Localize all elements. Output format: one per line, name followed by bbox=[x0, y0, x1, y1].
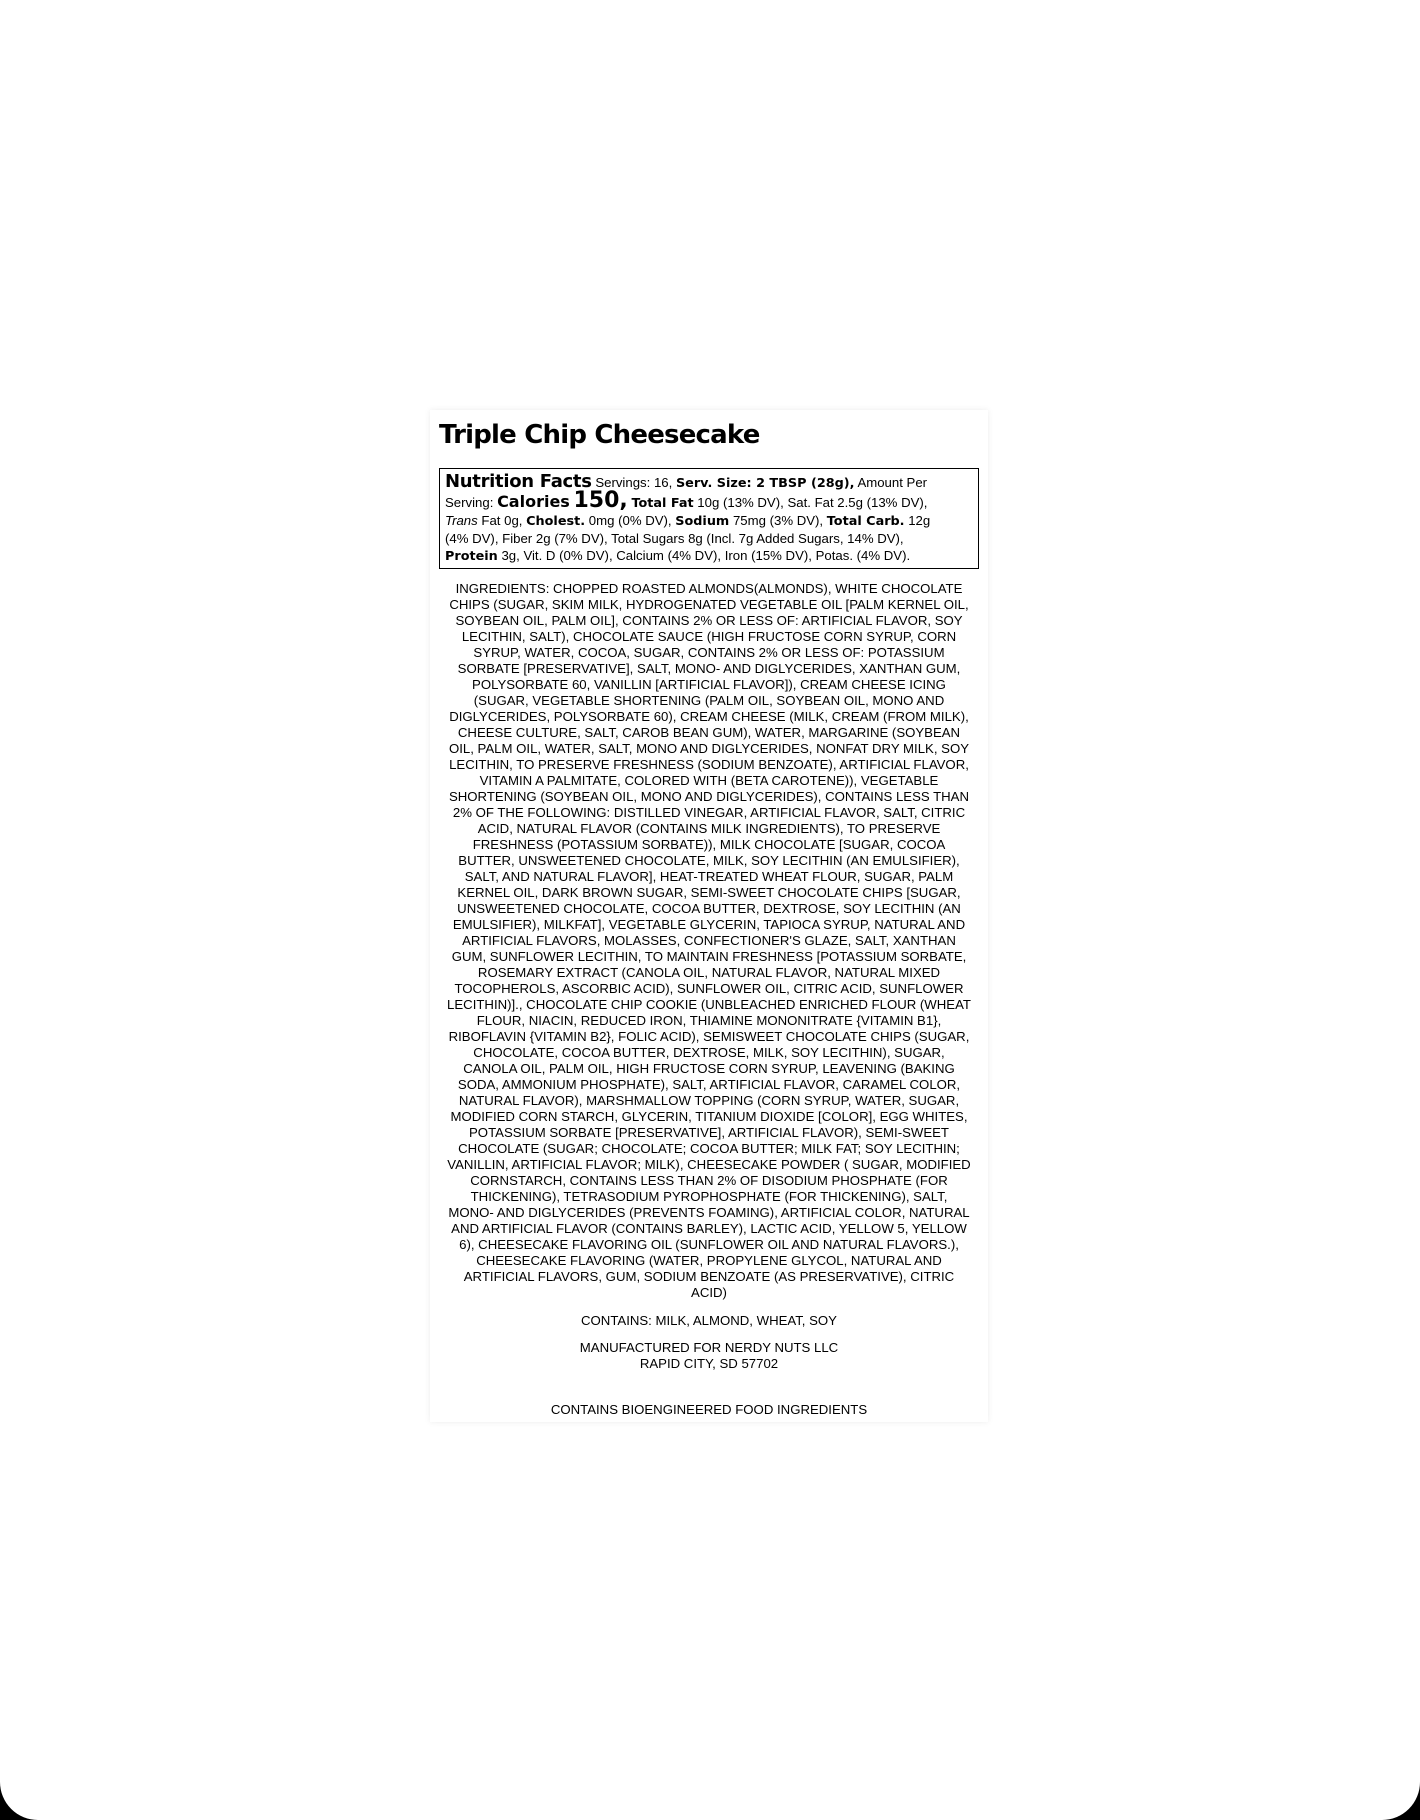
sodium-value: 75mg (3% DV), bbox=[732, 513, 824, 528]
ingredient-line: CHOCOLATE (SUGAR; CHOCOLATE; COCOA BUTTER; MILK FAT; SOY LECITHIN; bbox=[458, 1141, 960, 1156]
nutrition-line-3 bbox=[445, 512, 973, 530]
product-title: Triple Chip Cheesecake bbox=[439, 420, 760, 450]
ingredient-line: LECITHIN, TO PRESERVE FRESHNESS (SODIUM BENZOATE), ARTIFICIAL FLAVOR, bbox=[449, 757, 969, 772]
window-corner-right bbox=[1380, 1780, 1420, 1820]
carb-value: 12g bbox=[908, 513, 931, 528]
manufacturer-info bbox=[439, 1340, 979, 1372]
ingredient-line: LECITHIN, SALT), CHOCOLATE SAUCE (HIGH FRUCTOSE CORN SYRUP, CORN bbox=[461, 629, 957, 644]
ingredient-line: SORBATE [PRESERVATIVE], SALT, MONO- AND DIGLYCERIDES, XANTHAN GUM, bbox=[457, 661, 961, 676]
ingredient-line: ARTIFICIAL FLAVORS, GUM, SODIUM BENZOATE (AS PRESERVATIVE), CITRIC bbox=[463, 1269, 955, 1284]
cholest-label: Cholest. bbox=[526, 514, 586, 529]
ingredient-line: 6), CHEESECAKE FLAVORING OIL (SUNFLOWER OIL AND NATURAL FLAVORS.), bbox=[459, 1237, 959, 1252]
ingredient-line: SODA, AMMONIUM PHOSPHATE), SALT, ARTIFICIAL FLAVOR, CARAMEL COLOR, bbox=[457, 1077, 961, 1092]
ingredient-line: VITAMIN A PALMITATE, COLORED WITH (BETA CAROTENE)), VEGETABLE bbox=[479, 773, 939, 788]
serving-size: Serv. Size: 2 TBSP (28g), bbox=[675, 476, 855, 491]
ingredients-text bbox=[439, 581, 979, 1301]
ingredient-line: FRESHNESS (POTASSIUM SORBATE)), MILK CHOCOLATE [SUGAR, COCOA bbox=[472, 837, 946, 852]
ingredient-line: CORNSTARCH, CONTAINS LESS THAN 2% OF DISODIUM PHOSPHATE (FOR bbox=[470, 1173, 948, 1188]
total-fat-value: 10g (13% DV), Sat. Fat 2.5g (13% DV), bbox=[697, 495, 928, 510]
ingredient-line: LECITHIN)]., CHOCOLATE CHIP COOKIE (UNBLEACHED ENRICHED FLOUR (WHEAT bbox=[447, 997, 971, 1012]
servings: Servings: 16, bbox=[595, 475, 673, 490]
sodium-label: Sodium bbox=[675, 514, 730, 529]
ingredient-line: TOCOPHEROLS, ASCORBIC ACID), SUNFLOWER OIL, CITRIC ACID, SUNFLOWER bbox=[454, 981, 964, 996]
ingredient-line: SYRUP, WATER, COCOA, SUGAR, CONTAINS 2% OR LESS OF: POTASSIUM bbox=[473, 645, 945, 660]
trans-label: Trans bbox=[445, 513, 478, 528]
ingredient-line: ACID, NATURAL FLAVOR (CONTAINS MILK INGREDIENTS), TO PRESERVE bbox=[477, 821, 941, 836]
allergen-statement: CONTAINS: MILK, ALMOND, WHEAT, SOY bbox=[581, 1313, 837, 1328]
ingredient-line: (SUGAR, VEGETABLE SHORTENING (PALM OIL, SOYBEAN OIL, MONO AND bbox=[473, 693, 945, 708]
ingredient-line: SOYBEAN OIL, PALM OIL], CONTAINS 2% OR LESS OF: ARTIFICIAL FLAVOR, SOY bbox=[455, 613, 963, 628]
total-fat-label: Total Fat bbox=[631, 496, 694, 511]
manufacturer-line-2: RAPID CITY, SD 57702 bbox=[639, 1356, 779, 1371]
ingredient-line: MONO- AND DIGLYCERIDES (PREVENTS FOAMING), ARTIFICIAL COLOR, NATURAL bbox=[448, 1205, 970, 1220]
ingredient-line: THICKENING), TETRASODIUM PYROPHOSPHATE (FOR THICKENING), SALT, bbox=[470, 1189, 948, 1204]
ingredient-line: ACID) bbox=[691, 1285, 727, 1300]
window-corner-left bbox=[0, 1780, 40, 1820]
product-label-card bbox=[430, 410, 988, 1422]
nutrition-facts-title: Nutrition Facts bbox=[445, 471, 592, 492]
calories-value: 150, bbox=[573, 488, 628, 513]
calories-label: Calories bbox=[497, 492, 570, 511]
ingredient-line: CHEESECAKE FLAVORING (WATER, PROPYLENE GLYCOL, NATURAL AND bbox=[476, 1253, 942, 1268]
protein-label: Protein bbox=[445, 549, 498, 564]
nutrition-line-2 bbox=[445, 488, 973, 513]
ingredient-line: OIL, PALM OIL, WATER, SALT, MONO AND DIGLYCERIDES, NONFAT DRY MILK, SOY bbox=[448, 741, 970, 756]
ingredient-line: ROSEMARY EXTRACT (CANOLA OIL, NATURAL FLAVOR, NATURAL MIXED bbox=[477, 965, 941, 980]
ingredient-line: FLOUR, NIACIN, REDUCED IRON, THIAMINE MONONITRATE {VITAMIN B1}, bbox=[476, 1013, 942, 1028]
carb-label: Total Carb. bbox=[826, 514, 905, 529]
protein-value: 3g, Vit. D (0% DV), Calcium (4% DV), Iron (15% DV), Potas. (4% DV). bbox=[501, 548, 911, 563]
ingredient-line: INGREDIENTS: CHOPPED ROASTED ALMONDS(ALMONDS), WHITE CHOCOLATE bbox=[455, 581, 963, 596]
manufacturer-line-1: MANUFACTURED FOR NERDY NUTS LLC bbox=[579, 1340, 839, 1355]
bioengineered-statement: CONTAINS BIOENGINEERED FOOD INGREDIENTS bbox=[550, 1402, 868, 1417]
serving-label: Serving: bbox=[445, 495, 494, 510]
ingredient-line: SHORTENING (SOYBEAN OIL, MONO AND DIGLYCERIDES), CONTAINS LESS THAN bbox=[448, 789, 970, 804]
ingredient-line: POTASSIUM SORBATE [PRESERVATIVE], ARTIFICIAL FLAVOR), SEMI-SWEET bbox=[469, 1125, 949, 1140]
ingredient-line: DIGLYCERIDES, POLYSORBATE 60), CREAM CHEESE (MILK, CREAM (FROM MILK), bbox=[449, 709, 969, 724]
ingredient-line: 2% OF THE FOLLOWING: DISTILLED VINEGAR, ARTIFICIAL FLAVOR, SALT, CITRIC bbox=[452, 805, 966, 820]
ingredient-line: VANILLIN, ARTIFICIAL FLAVOR; MILK), CHEESECAKE POWDER ( SUGAR, MODIFIED bbox=[447, 1157, 971, 1172]
ingredient-line: AND ARTIFICIAL FLAVOR (CONTAINS BARLEY), LACTIC ACID, YELLOW 5, YELLOW bbox=[451, 1221, 967, 1236]
cholest-value: 0mg (0% DV), bbox=[588, 513, 672, 528]
ingredient-line: MODIFIED CORN STARCH, GLYCERIN, TITANIUM DIOXIDE [COLOR], EGG WHITES, bbox=[450, 1109, 968, 1124]
ingredient-line: RIBOFLAVIN {VITAMIN B2}, FOLIC ACID), SEMISWEET CHOCOLATE CHIPS (SUGAR, bbox=[448, 1029, 970, 1044]
ingredient-line: POLYSORBATE 60, VANILLIN [ARTIFICIAL FLAVOR]), CREAM CHEESE ICING bbox=[472, 677, 946, 692]
amount-per: Amount Per bbox=[857, 475, 928, 490]
ingredient-line: UNSWEETENED CHOCOLATE, COCOA BUTTER, DEXTROSE, SOY LECITHIN (AN bbox=[457, 901, 961, 916]
ingredient-line: GUM, SUNFLOWER LECITHIN, TO MAINTAIN FRESHNESS [POTASSIUM SORBATE, bbox=[451, 949, 967, 964]
ingredient-line: CHOCOLATE, COCOA BUTTER, DEXTROSE, MILK, SOY LECITHIN), SUGAR, bbox=[473, 1045, 945, 1060]
nutrition-facts-panel bbox=[439, 468, 979, 569]
ingredient-line: CHIPS (SUGAR, SKIM MILK, HYDROGENATED VEGETABLE OIL [PALM KERNEL OIL, bbox=[449, 597, 969, 612]
ingredient-line: CANOLA OIL, PALM OIL, HIGH FRUCTOSE CORN SYRUP, LEAVENING (BAKING bbox=[463, 1061, 955, 1076]
nutrition-line-4: (4% DV), Fiber 2g (7% DV), Total Sugars 8g (Incl. 7g Added Sugars, 14% DV), bbox=[445, 531, 904, 546]
ingredient-line: CHEESE CULTURE, SALT, CAROB BEAN GUM), WATER, MARGARINE (SOYBEAN bbox=[457, 725, 961, 740]
ingredient-line: BUTTER, UNSWEETENED CHOCOLATE, MILK, SOY LECITHIN (AN EMULSIFIER), bbox=[458, 853, 960, 868]
ingredient-line: ARTIFICIAL FLAVORS, MOLASSES, CONFECTIONER'S GLAZE, SALT, XANTHAN bbox=[462, 933, 956, 948]
ingredient-line: EMULSIFIER), MILKFAT], VEGETABLE GLYCERIN, TAPIOCA SYRUP, NATURAL AND bbox=[452, 917, 966, 932]
trans-value: Fat 0g, bbox=[481, 513, 523, 528]
ingredient-line: KERNEL OIL, DARK BROWN SUGAR, SEMI-SWEET CHOCOLATE CHIPS [SUGAR, bbox=[457, 885, 961, 900]
nutrition-line-1 bbox=[445, 473, 973, 492]
nutrition-line-5 bbox=[445, 547, 973, 565]
ingredient-line: NATURAL FLAVOR), MARSHMALLOW TOPPING (CORN SYRUP, WATER, SUGAR, bbox=[458, 1093, 960, 1108]
ingredient-line: SALT, AND NATURAL FLAVOR], HEAT-TREATED WHEAT FLOUR, SUGAR, PALM bbox=[464, 869, 954, 884]
